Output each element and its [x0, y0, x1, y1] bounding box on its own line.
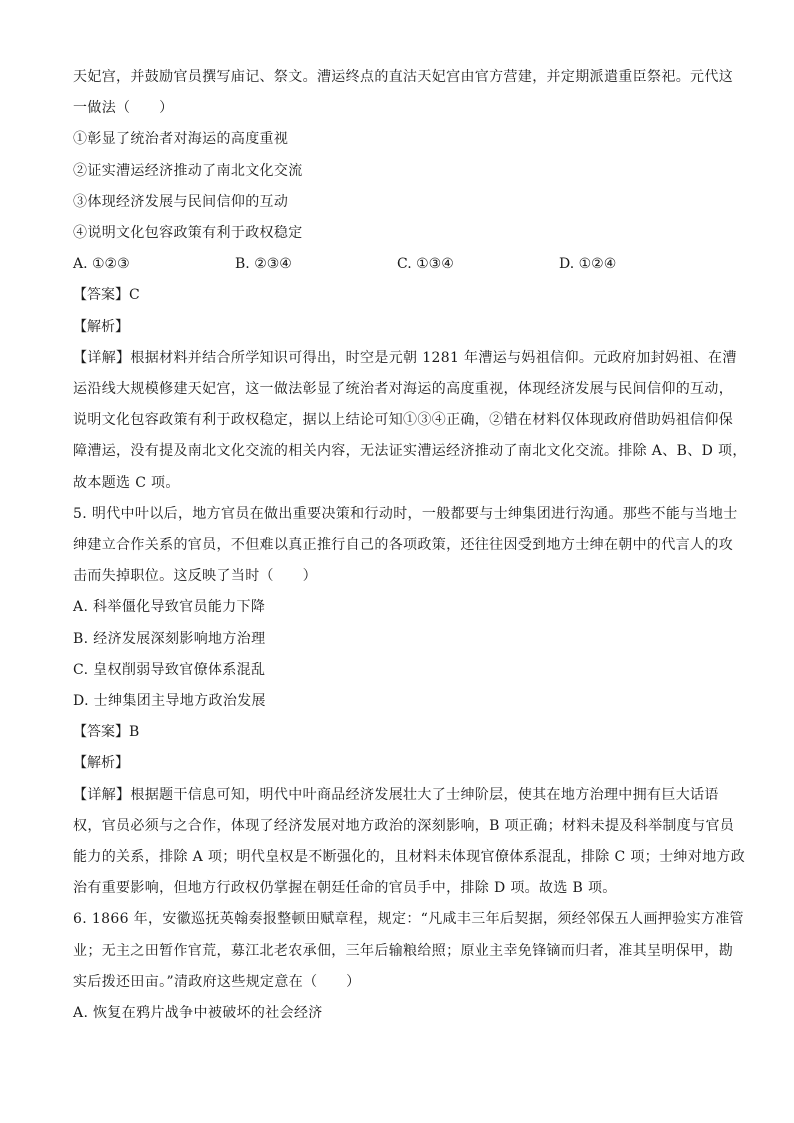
q4-answer: 【答案】C: [73, 287, 140, 304]
q5-stem-line: 绅建立合作关系的官员，不但难以真正推行自己的各项政策，还往往因受到地方士绅在朝中的代言人的攻: [73, 537, 734, 554]
q4-option-a: A. ①②③: [73, 256, 130, 273]
q4-detail-line: 【详解】根据材料并结合所学知识可得出，时空是元朝 1281 年漕运与妈祖信仰。元政府加封妈祖、在漕: [73, 349, 737, 366]
q4-options: [73, 249, 723, 280]
q4-statement: ①彰显了统治者对海运的高度重视: [73, 131, 289, 148]
q5-answer: 【答案】B: [73, 724, 140, 741]
q4-stem-line: 天妃宫，并鼓励官员撰写庙记、祭文。漕运终点的直沽天妃宫由官方营建，并定期派遣重臣祭祀。元代这: [73, 69, 734, 85]
q5-analysis-label: 【解析】: [73, 755, 129, 772]
q6-option-a: A. 恢复在鸦片战争中被破坏的社会经济: [73, 1005, 323, 1022]
q6-stem-line: 6. 1866 年，安徽巡抚英翰奏报整顿田赋章程，规定：“凡咸丰三年后契据，须经邻保五人画押验实方准管: [73, 911, 744, 928]
q4-detail-line: 说明文化包容政策有利于政权稳定，据以上结论可知①③④正确，②错在材料仅体现政府借助妈祖信仰保: [73, 412, 734, 429]
q5-detail-line: 治有重要影响，但地方行政权仍掌握在朝廷任命的官员手中，排除 D 项。故选 B 项。: [73, 880, 617, 897]
q4-option-b: B. ②③④: [235, 256, 292, 273]
q5-option-b: B. 经济发展深刻影响地方治理: [73, 630, 266, 647]
q4-statement: ③体现经济发展与民间信仰的互动: [73, 193, 289, 210]
document-page: [73, 62, 747, 1029]
q5-detail-line: 权，官员必须与之合作，体现了经济发展对地方政治的深刻影响，B 项正确；材料未提及科举制度与官员: [73, 817, 735, 834]
q4-statement: ②证实漕运经济推动了南北文化交流: [73, 162, 303, 179]
q4-stem-line: 一做法（ ）: [73, 100, 174, 117]
q4-detail-line: 运沿线大规模修建天妃宫，这一做法彰显了统治者对海运的高度重视，体现经济发展与民间信仰的互动，: [73, 381, 734, 398]
q4-statement: ④说明文化包容政策有利于政权稳定: [73, 225, 303, 242]
q5-option-a: A. 科举僵化导致官员能力下降: [73, 599, 266, 616]
q5-stem-line: 击而失掉职位。这反映了当时（ ）: [73, 568, 317, 585]
question-4: [73, 62, 747, 499]
q5-option-d: D. 士绅集团主导地方政治发展: [73, 693, 266, 710]
question-6: [73, 904, 744, 1029]
q4-analysis-label: 【解析】: [73, 318, 129, 335]
question-5: [73, 499, 746, 905]
q6-stem-line: 业；无主之田暂作官荒，募江北老农承佃，三年后输粮给照；原业主幸免锋镝而归者，准其呈明保甲，勘: [73, 942, 734, 959]
q5-detail-line: 能力的关系，排除 A 项；明代皇权是不断强化的，且材料未体现官僚体系混乱，排除 C 项；士绅对地方政: [73, 849, 746, 866]
q4-detail-line: 障漕运，没有提及南北文化交流的相关内容，无法证实漕运经济推动了南北文化交流。排除 A、B、D 项，: [73, 443, 747, 460]
q4-detail-line: 故本题选 C 项。: [73, 474, 180, 491]
q5-stem-line: 5. 明代中叶以后，地方官员在做出重要决策和行动时，一般都要与士绅集团进行沟通。那些不能与当地士: [73, 505, 738, 522]
q4-option-c: C. ①③④: [397, 256, 454, 273]
q5-option-c: C. 皇权削弱导致官僚体系混乱: [73, 661, 266, 678]
q4-option-d: D. ①②④: [559, 256, 617, 273]
q5-detail-line: 【详解】根据题干信息可知，明代中叶商品经济发展壮大了士绅阶层，使其在地方治理中拥有巨大话语: [73, 786, 719, 803]
q6-stem-line: 实后拨还田亩。”清政府这些规定意在（ ）: [73, 973, 361, 990]
